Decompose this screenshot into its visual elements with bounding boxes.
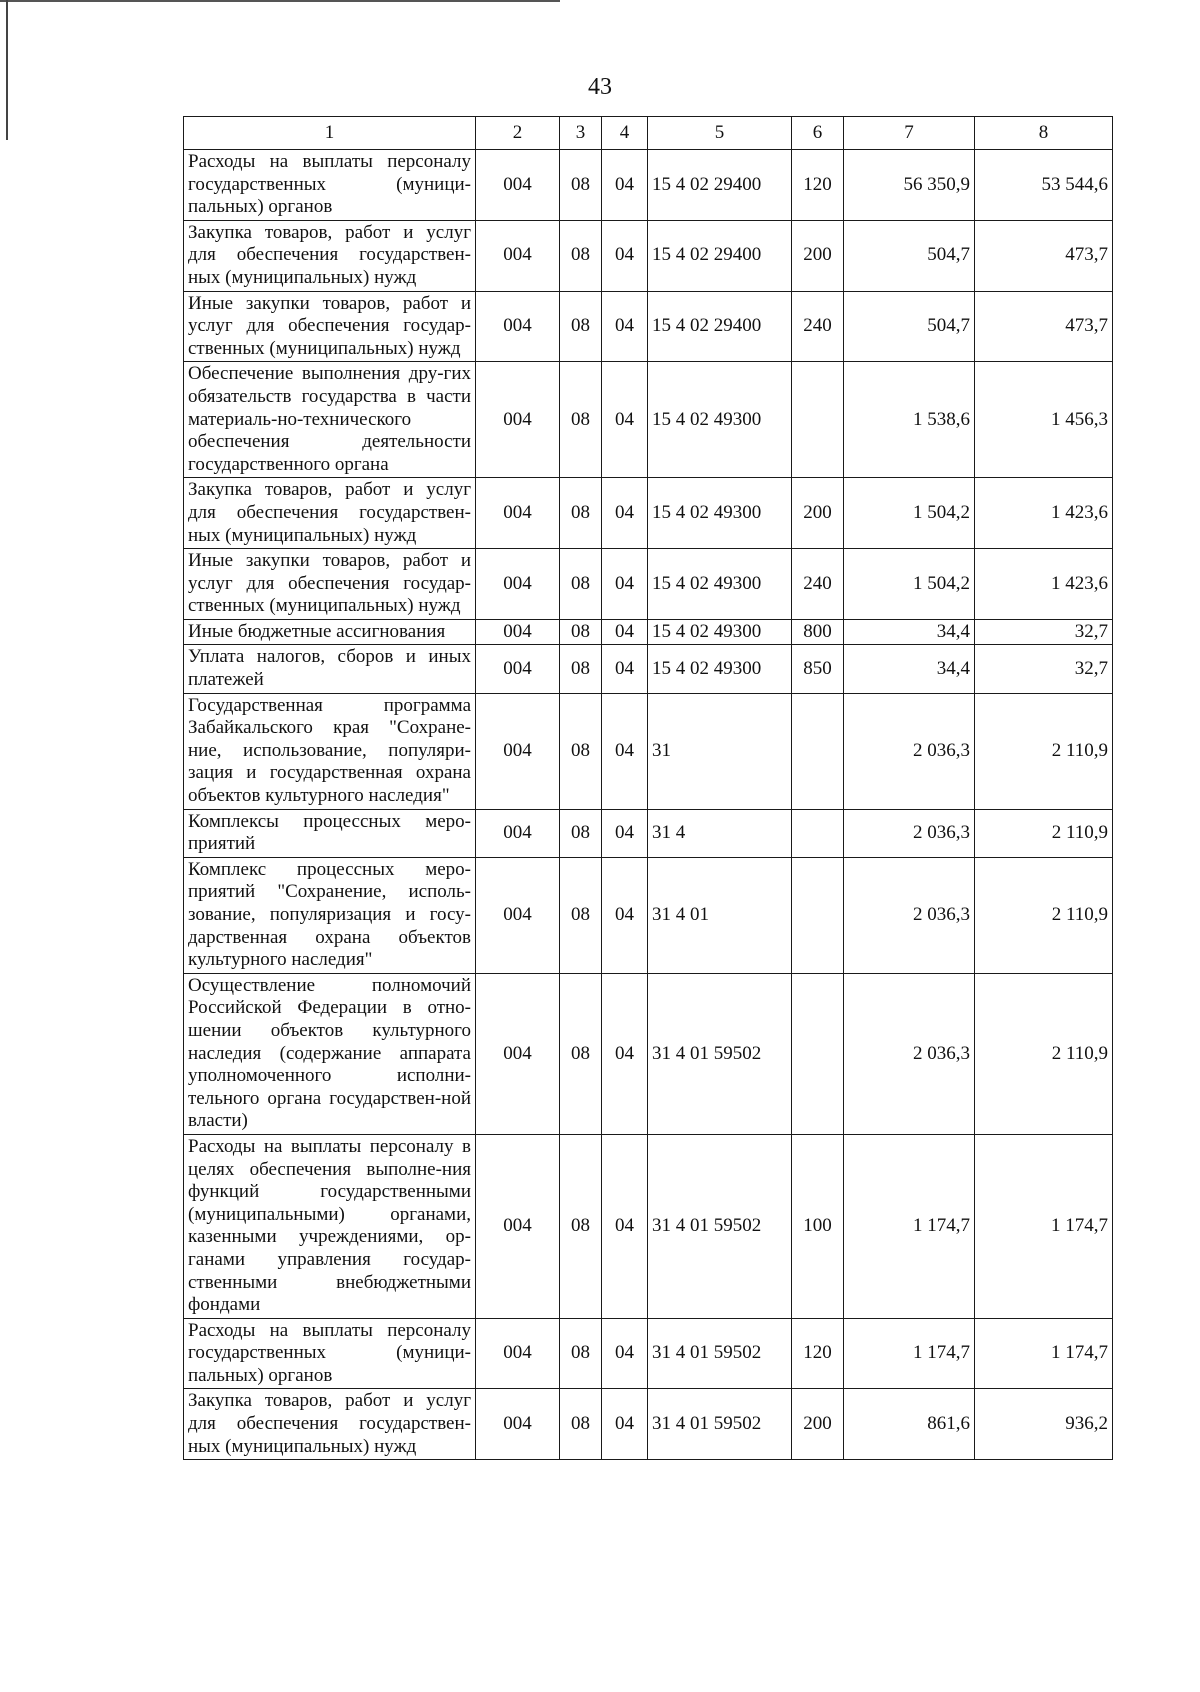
cell-expense-type: 850: [792, 645, 844, 693]
column-header: 8: [975, 117, 1113, 150]
cell-section: 08: [560, 291, 602, 362]
cell-ministry-code: 004: [476, 809, 560, 857]
cell-amount-year-2: 32,7: [975, 619, 1113, 645]
cell-amount-year-2: 936,2: [975, 1389, 1113, 1460]
cell-subsection: 04: [602, 549, 648, 620]
cell-amount-year-2: 1 174,7: [975, 1318, 1113, 1389]
cell-amount-year-1: 1 504,2: [844, 478, 975, 549]
cell-amount-year-1: 34,4: [844, 619, 975, 645]
row-name: Иные закупки товаров, работ и услуг для обеспечения государ-ственных (муниципальных) нужд: [184, 291, 476, 362]
row-name: Осуществление полномочий Российской Федерации в отно-шении объектов культурного наследия (содержание аппарата уполномоченного исполни-тельного органа государствен-ной власти): [184, 973, 476, 1134]
table-row: [184, 619, 1113, 645]
column-header: 1: [184, 117, 476, 150]
cell-amount-year-1: 2 036,3: [844, 809, 975, 857]
cell-target-article: 31 4 01 59502: [648, 1318, 792, 1389]
cell-subsection: 04: [602, 973, 648, 1134]
cell-expense-type: [792, 973, 844, 1134]
cell-ministry-code: 004: [476, 1318, 560, 1389]
column-header: 5: [648, 117, 792, 150]
table-row: [184, 1389, 1113, 1460]
table-row: [184, 478, 1113, 549]
column-header: 3: [560, 117, 602, 150]
cell-ministry-code: 004: [476, 645, 560, 693]
row-name: Государственная программа Забайкальского края "Сохране-ние, использование, популяри-зация и государственная охрана объектов культурного наследия": [184, 693, 476, 809]
row-name: Расходы на выплаты персоналу государственных (муници-пальных) органов: [184, 150, 476, 221]
cell-amount-year-1: 861,6: [844, 1389, 975, 1460]
cell-target-article: 15 4 02 29400: [648, 291, 792, 362]
table-row: [184, 857, 1113, 973]
cell-amount-year-2: 53 544,6: [975, 150, 1113, 221]
table-header-row: [184, 117, 1113, 150]
cell-subsection: 04: [602, 291, 648, 362]
cell-subsection: 04: [602, 478, 648, 549]
budget-table: [183, 116, 1113, 1460]
cell-subsection: 04: [602, 150, 648, 221]
cell-section: 08: [560, 619, 602, 645]
cell-target-article: 15 4 02 49300: [648, 645, 792, 693]
cell-expense-type: 200: [792, 220, 844, 291]
cell-amount-year-2: 473,7: [975, 291, 1113, 362]
cell-section: 08: [560, 220, 602, 291]
cell-section: 08: [560, 645, 602, 693]
cell-section: 08: [560, 857, 602, 973]
table-row: [184, 549, 1113, 620]
cell-section: 08: [560, 362, 602, 478]
cell-expense-type: 800: [792, 619, 844, 645]
cell-amount-year-2: 2 110,9: [975, 693, 1113, 809]
row-name: Иные закупки товаров, работ и услуг для обеспечения государ-ственных (муниципальных) нужд: [184, 549, 476, 620]
cell-amount-year-2: 2 110,9: [975, 809, 1113, 857]
table-row: [184, 693, 1113, 809]
cell-expense-type: [792, 809, 844, 857]
cell-subsection: 04: [602, 693, 648, 809]
cell-target-article: 31 4: [648, 809, 792, 857]
cell-subsection: 04: [602, 220, 648, 291]
cell-amount-year-1: 1 538,6: [844, 362, 975, 478]
cell-section: 08: [560, 693, 602, 809]
row-name: Иные бюджетные ассигнования: [184, 619, 476, 645]
cell-section: 08: [560, 478, 602, 549]
row-name: Закупка товаров, работ и услуг для обеспечения государствен-ных (муниципальных) нужд: [184, 220, 476, 291]
cell-amount-year-1: 34,4: [844, 645, 975, 693]
cell-section: 08: [560, 1389, 602, 1460]
cell-amount-year-2: 2 110,9: [975, 973, 1113, 1134]
cell-amount-year-2: 473,7: [975, 220, 1113, 291]
cell-target-article: 31 4 01 59502: [648, 973, 792, 1134]
cell-target-article: 15 4 02 49300: [648, 362, 792, 478]
column-header: 4: [602, 117, 648, 150]
scan-edge-left: [6, 0, 8, 140]
cell-subsection: 04: [602, 1318, 648, 1389]
cell-target-article: 31 4 01 59502: [648, 1389, 792, 1460]
row-name: Уплата налогов, сборов и иных платежей: [184, 645, 476, 693]
cell-amount-year-2: 2 110,9: [975, 857, 1113, 973]
cell-ministry-code: 004: [476, 857, 560, 973]
row-name: Обеспечение выполнения дру-гих обязательств государства в части материаль-но-технического обеспечения деятельности государственного органа: [184, 362, 476, 478]
cell-target-article: 15 4 02 49300: [648, 478, 792, 549]
cell-target-article: 15 4 02 29400: [648, 150, 792, 221]
column-header: 6: [792, 117, 844, 150]
cell-section: 08: [560, 1134, 602, 1318]
cell-amount-year-1: 2 036,3: [844, 857, 975, 973]
cell-amount-year-1: 504,7: [844, 220, 975, 291]
cell-target-article: 15 4 02 29400: [648, 220, 792, 291]
cell-amount-year-2: 1 456,3: [975, 362, 1113, 478]
cell-amount-year-1: 1 504,2: [844, 549, 975, 620]
cell-ministry-code: 004: [476, 362, 560, 478]
cell-amount-year-2: 32,7: [975, 645, 1113, 693]
table-row: [184, 1134, 1113, 1318]
cell-amount-year-2: 1 423,6: [975, 478, 1113, 549]
row-name: Расходы на выплаты персоналу в целях обеспечения выполне-ния функций государственными (муниципальными) органами, казенными учреждениями, ор-ганами управления государ-ственными внебюджетными фондами: [184, 1134, 476, 1318]
page-number: 43: [588, 74, 612, 100]
cell-amount-year-1: 504,7: [844, 291, 975, 362]
row-name: Закупка товаров, работ и услуг для обеспечения государствен-ных (муниципальных) нужд: [184, 1389, 476, 1460]
cell-expense-type: 120: [792, 1318, 844, 1389]
cell-section: 08: [560, 809, 602, 857]
row-name: Комплекс процессных меро-приятий "Сохранение, исполь-зование, популяризация и госу-дарственная охрана объектов культурного наследия": [184, 857, 476, 973]
cell-section: 08: [560, 973, 602, 1134]
cell-subsection: 04: [602, 857, 648, 973]
scan-edge-top: [0, 0, 560, 2]
cell-amount-year-1: 2 036,3: [844, 973, 975, 1134]
table-row: [184, 150, 1113, 221]
cell-amount-year-2: 1 174,7: [975, 1134, 1113, 1318]
cell-expense-type: [792, 362, 844, 478]
row-name: Комплексы процессных меро-приятий: [184, 809, 476, 857]
row-name: Закупка товаров, работ и услуг для обеспечения государствен-ных (муниципальных) нужд: [184, 478, 476, 549]
cell-amount-year-1: 56 350,9: [844, 150, 975, 221]
cell-expense-type: 100: [792, 1134, 844, 1318]
cell-expense-type: [792, 693, 844, 809]
cell-expense-type: 200: [792, 1389, 844, 1460]
cell-target-article: 31 4 01: [648, 857, 792, 973]
cell-subsection: 04: [602, 619, 648, 645]
cell-ministry-code: 004: [476, 1389, 560, 1460]
cell-amount-year-2: 1 423,6: [975, 549, 1113, 620]
cell-subsection: 04: [602, 1389, 648, 1460]
cell-expense-type: [792, 857, 844, 973]
cell-subsection: 04: [602, 809, 648, 857]
table-row: [184, 1318, 1113, 1389]
cell-target-article: 15 4 02 49300: [648, 619, 792, 645]
cell-section: 08: [560, 1318, 602, 1389]
table-body: [184, 150, 1113, 1460]
row-name: Расходы на выплаты персоналу государственных (муници-пальных) органов: [184, 1318, 476, 1389]
cell-subsection: 04: [602, 645, 648, 693]
column-header: 2: [476, 117, 560, 150]
cell-expense-type: 240: [792, 291, 844, 362]
cell-section: 08: [560, 150, 602, 221]
cell-expense-type: 120: [792, 150, 844, 221]
table-row: [184, 973, 1113, 1134]
cell-section: 08: [560, 549, 602, 620]
cell-amount-year-1: 1 174,7: [844, 1318, 975, 1389]
cell-ministry-code: 004: [476, 1134, 560, 1318]
cell-ministry-code: 004: [476, 291, 560, 362]
table-row: [184, 220, 1113, 291]
table-row: [184, 362, 1113, 478]
column-header: 7: [844, 117, 975, 150]
table-row: [184, 291, 1113, 362]
cell-target-article: 15 4 02 49300: [648, 549, 792, 620]
cell-expense-type: 240: [792, 549, 844, 620]
cell-target-article: 31: [648, 693, 792, 809]
cell-ministry-code: 004: [476, 478, 560, 549]
cell-ministry-code: 004: [476, 693, 560, 809]
cell-amount-year-1: 2 036,3: [844, 693, 975, 809]
cell-ministry-code: 004: [476, 549, 560, 620]
cell-ministry-code: 004: [476, 220, 560, 291]
cell-amount-year-1: 1 174,7: [844, 1134, 975, 1318]
cell-expense-type: 200: [792, 478, 844, 549]
table-row: [184, 809, 1113, 857]
cell-subsection: 04: [602, 362, 648, 478]
cell-ministry-code: 004: [476, 973, 560, 1134]
cell-subsection: 04: [602, 1134, 648, 1318]
table-row: [184, 645, 1113, 693]
cell-target-article: 31 4 01 59502: [648, 1134, 792, 1318]
cell-ministry-code: 004: [476, 150, 560, 221]
cell-ministry-code: 004: [476, 619, 560, 645]
